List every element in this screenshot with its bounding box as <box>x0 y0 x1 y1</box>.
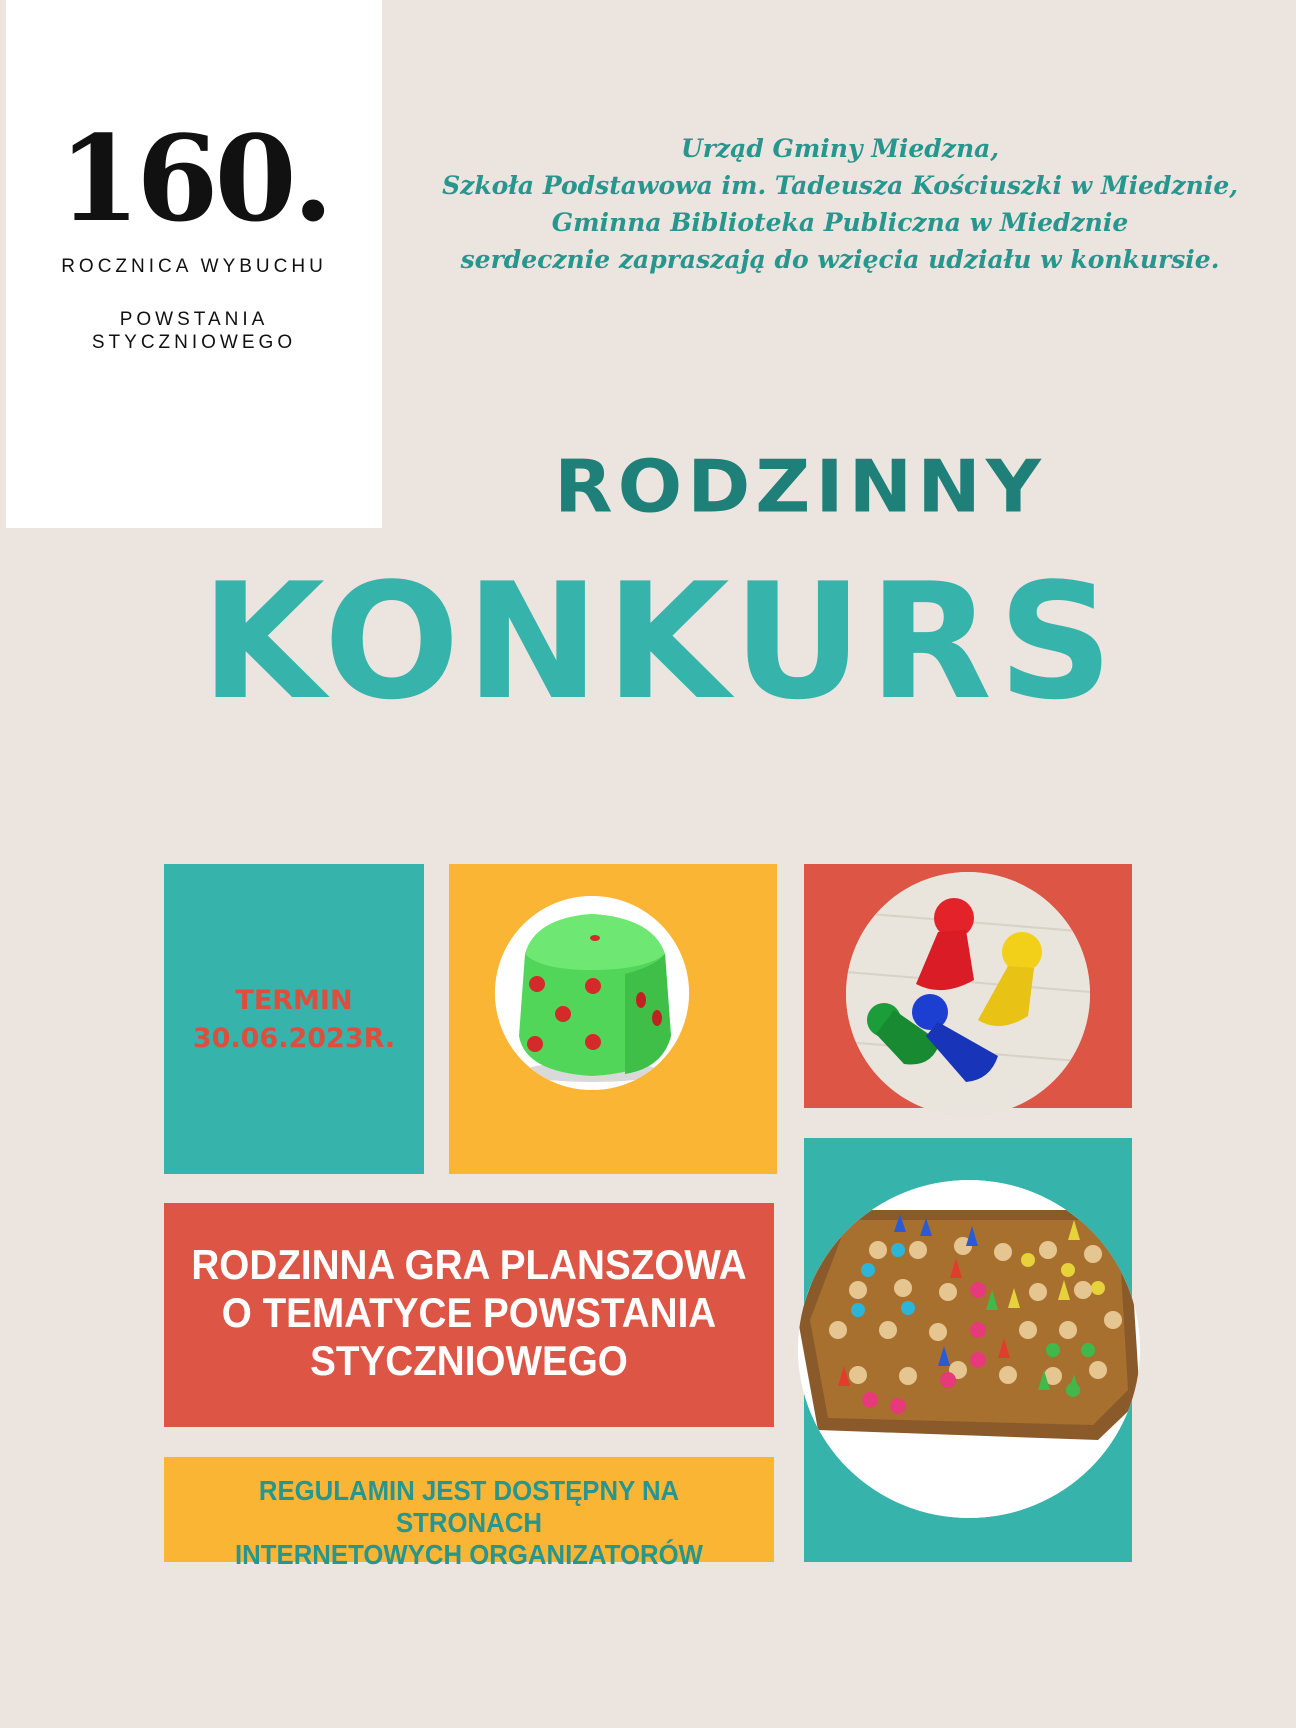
anniversary-panel <box>6 0 382 528</box>
game-line: STYCZNIOWEGO <box>310 1337 628 1384</box>
game-description <box>188 1241 749 1385</box>
headline-rodzinny: RODZINNY <box>554 444 1046 529</box>
deadline-date: 30.06.2023R. <box>192 1023 396 1054</box>
organizer-line: Gminna Biblioteka Publiczna w Miedznie <box>551 208 1129 237</box>
deadline-text <box>164 982 424 1058</box>
board-game-photo <box>798 1180 1140 1518</box>
anniversary-subtitle-2a: POWSTANIA <box>119 309 269 330</box>
rules-text <box>188 1475 749 1571</box>
anniversary-subtitle-2 <box>6 308 382 354</box>
pawns-box <box>804 864 1132 1108</box>
organizer-line: Urząd Gminy Miedzna, <box>680 134 1000 163</box>
dice-box <box>449 864 777 1174</box>
anniversary-subtitle-2b: STYCZNIOWEGO <box>91 332 297 353</box>
organizer-line: Szkoła Podstawowa im. Tadeusza Kościuszki w Miedznie, <box>442 171 1238 200</box>
game-line: RODZINNA GRA PLANSZOWA <box>191 1241 747 1288</box>
deadline-box <box>164 864 424 1174</box>
rules-line: INTERNETOWYCH ORGANIZATORÓW <box>235 1539 703 1570</box>
deadline-label: TERMIN <box>235 985 353 1016</box>
anniversary-number: 160. <box>58 109 330 248</box>
organizer-line: serdecznie zapraszają do wzięcia udziału w konkursie. <box>460 245 1220 274</box>
organizers-text <box>430 130 1250 278</box>
dice-photo <box>495 896 689 1090</box>
headline-konkurs: KONKURS <box>200 548 1120 735</box>
board-game-box <box>804 1138 1132 1562</box>
game-description-box <box>164 1203 774 1427</box>
rules-line: REGULAMIN JEST DOSTĘPNY NA STRONACH <box>258 1475 680 1538</box>
pawns-icon <box>846 872 1090 1116</box>
board-game-icon <box>798 1180 1140 1518</box>
game-line: O TEMATYCE POWSTANIA <box>221 1289 717 1336</box>
dice-icon <box>495 896 689 1090</box>
pawns-photo <box>846 872 1090 1116</box>
rules-box <box>164 1457 774 1570</box>
anniversary-subtitle-1: ROCZNICA WYBUCHU <box>61 256 327 277</box>
